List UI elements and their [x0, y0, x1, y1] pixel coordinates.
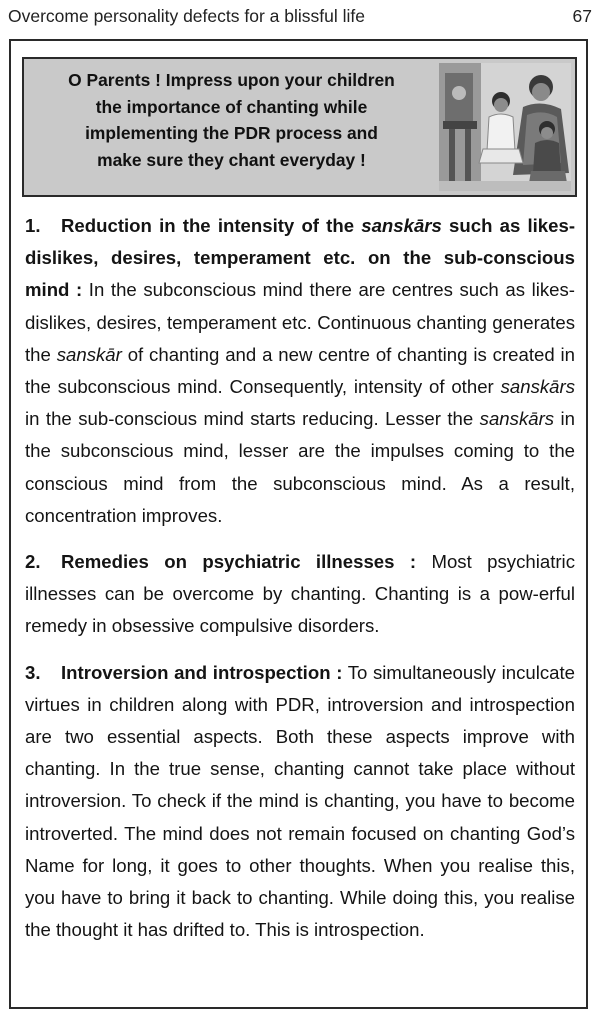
item-number: 1. — [25, 215, 41, 236]
item-number: 3. — [25, 661, 41, 683]
family-chanting-photo — [439, 63, 571, 191]
item-heading: Introversion and introspection : — [61, 661, 343, 683]
callout-line: O Parents ! Impress upon your children — [68, 70, 395, 90]
callout-text — [24, 67, 439, 173]
page-number: 67 — [572, 5, 592, 26]
item-text: of chanting and a new centre of chanting is created in the subconscious mind. Consequently, intensity of other — [25, 343, 575, 398]
page-header — [8, 2, 592, 30]
list-item — [25, 657, 575, 947]
heading-part: Reduction in the intensity of the — [61, 215, 362, 236]
item-text: In the subconscious mind there are centres such as likes-dislikes, desires, temperament etc. Continuous chanting generates the — [25, 279, 575, 365]
callout-line: make sure they chant everyday ! — [97, 149, 366, 170]
main-content — [25, 210, 575, 960]
item-text: To simultaneously inculcate virtues in children along with PDR, introversion and introspection are two essential aspects. Both these aspects improve with chanting. In the true sense, chanting cannot take place without introversion. To check if the mind is chanting, you have to become introverted. The mind does not remain focused on chanting God’s Name for long, it goes to other thoughts. When you realise this, you have to bring it back to chanting. While doing this, you realise the thought it has drifted to. This is introspection. — [25, 661, 575, 941]
item-text: in the sub-conscious mind starts reducing. Lesser the — [25, 408, 480, 430]
list-item — [25, 546, 575, 643]
callout-line: implementing the PDR process and — [85, 123, 378, 143]
heading-part: such as likes-dislikes, desires, temperament etc. on the sub-conscious mind : — [25, 215, 576, 301]
item-heading: Remedies on psychiatric illnesses : — [61, 551, 417, 573]
item-term: sanskārs — [479, 408, 555, 430]
parents-callout-box — [22, 57, 577, 197]
callout-line: the importance of chanting while — [95, 96, 368, 117]
item-term: sanskārs — [500, 376, 575, 398]
list-item — [25, 210, 575, 532]
item-text: in the subconscious mind, lesser are the impulses coming to the conscious mind from the subconscious mind. As a result, concentration improves. — [25, 408, 575, 526]
item-term: sanskār — [56, 343, 122, 365]
item-text: Most psychiatric illnesses can be overcome by chanting. Chanting is a pow-erful remedy in obsessive compulsive disorders. — [25, 551, 575, 637]
running-title: Overcome personality defects for a blissful life — [8, 5, 365, 26]
item-number: 2. — [25, 551, 41, 573]
heading-term: sanskārs — [361, 215, 442, 236]
